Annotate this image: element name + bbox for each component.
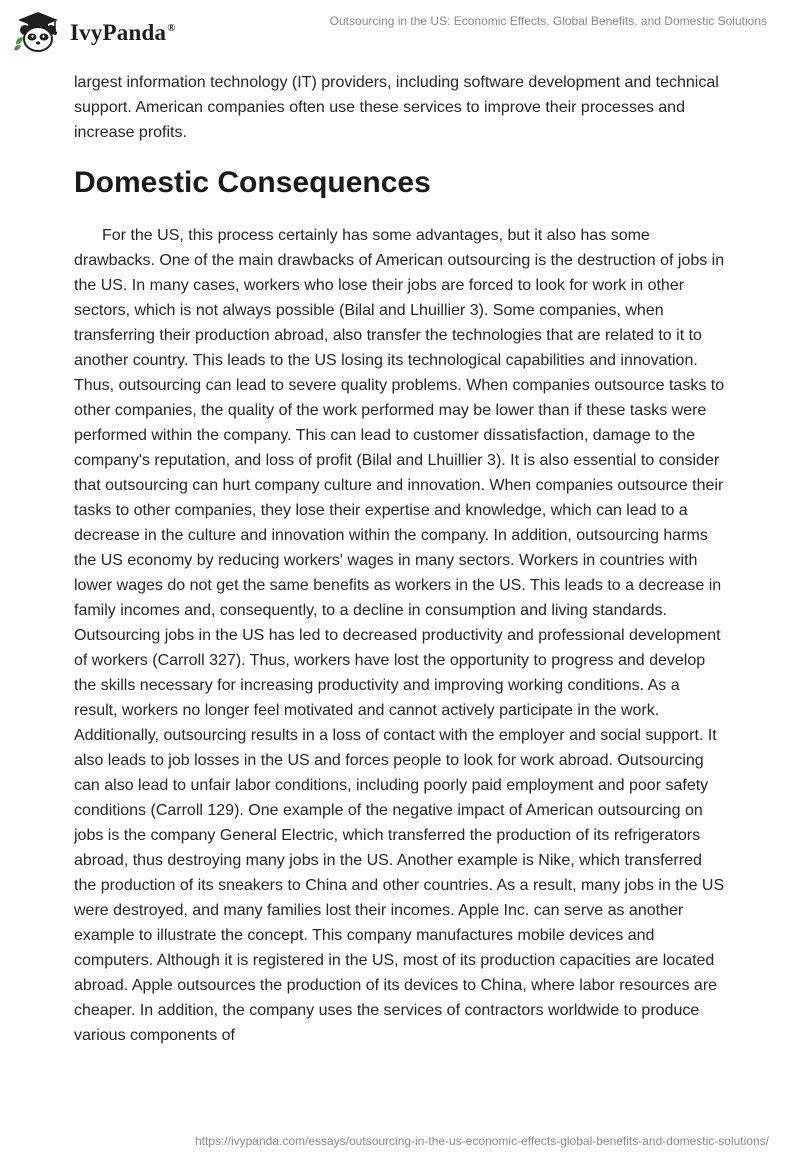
registered-mark: ® (167, 22, 176, 35)
panda-graduate-icon (12, 8, 64, 54)
source-url[interactable]: https://ivypanda.com/essays/outsourcing-in-the-us-economic-effects-global-benefits-and-domestic-solutions/ (194, 1134, 769, 1148)
essay-content (74, 70, 726, 1044)
ivypanda-logo[interactable] (12, 8, 202, 54)
section-heading: Domestic Consequences (74, 166, 431, 199)
brand-name (70, 20, 176, 46)
page-header (0, 0, 800, 62)
body-paragraph: For the US, this process certainly has some advantages, but it also has some drawbacks. One of the main drawbacks of American outsourcing is the destruction of jobs in the US. In many cases, workers who lose their jobs are forced to look for work in other sectors, which is not always possible (Bilal and Lhuillier 3). Some companies, when transferring their production abroad, also transfer the technologies that are related to it to another country. This leads to the US losing its technological capabilities and innovation. Thus, outsourcing can lead to severe quality problems. When companies outsource tasks to other companies, the quality of the work performed may be lower than if these tasks were performed within the company. This can lead to customer dissatisfaction, damage to the company's reputation, and loss of profit (Bilal and Lhuillier 3). It is also essential to consider that outsourcing can hurt company culture and innovation. When companies outsource their tasks to other companies, they lose their expertise and knowledge, which can lead to a decrease in the culture and innovation within the company. In addition, outsourcing harms the US economy by reducing workers' wages in many sectors. Workers in countries with lower wages do not get the same benefits as workers in the US. This leads to a decrease in family incomes and, consequently, to a decline in consumption and living standards. Outsourcing jobs in the US has led to decreased productivity and professional development of workers (Carroll 327). Thus, workers have lost the opportunity to progress and develop the skills necessary for increasing productivity and improving working conditions. As a result, workers no longer feel motivated and cannot actively participate in the work. Additionally, outsourcing results in a loss of contact with the employer and social support. It also leads to job losses in the US and forces people to look for work abroad. Outsourcing can also lead to unfair labor conditions, including poorly paid employment and poor safety conditions (Carroll 129). One example of the negative impact of American outsourcing on jobs is the company General Electric, which transferred the production of its refrigerators abroad, thus destroying many jobs in the US. Another example is Nike, which transferred the production of its sneakers to China and other countries. As a result, many jobs in the US were destroyed, and many families lost their incomes. Apple Inc. can serve as another example to illustrate the concept. This company manufactures mobile devices and computers. Although it is registered in the US, most of its production capacities are located abroad. Apple outsources the production of its devices to China, where labor resources are cheaper. In addition, the company uses the services of contractors worldwide to produce various components of (74, 227, 725, 1044)
intro-paragraph: largest information technology (IT) providers, including software development and technical support. American companies often use these services to improve their processes and increase profits. (74, 74, 719, 141)
document-title: Outsourcing in the US: Economic Effects, Global Benefits, and Domestic Solutions (329, 14, 767, 28)
brand-text: IvyPanda (70, 20, 167, 45)
